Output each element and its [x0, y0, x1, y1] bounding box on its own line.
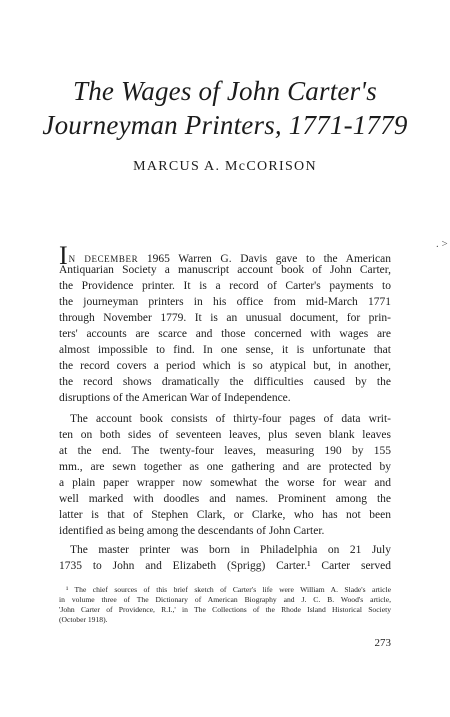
- body-line: Antiquarian Society a manuscript account book of John Carter,: [59, 264, 391, 276]
- drop-cap: I: [59, 241, 68, 270]
- article-title-line-1: The Wages of John Carter's: [73, 76, 377, 106]
- body-line: a plain paper wrapper now somewhat the worse for wear and: [59, 477, 391, 489]
- body-line: disruptions of the American War of Independence.: [59, 392, 291, 404]
- body-line: almost impossible to find. In one sense, it is unfortunate that: [59, 344, 391, 356]
- margin-mark: . >: [436, 238, 448, 250]
- author-byline: MARCUS A. McCORISON: [133, 159, 317, 174]
- body-line: latter is that of Stephen Clark, or Clarke, who has not been: [59, 509, 391, 521]
- body-line: at the end. The twenty-four leaves, measuring 190 by 155: [59, 445, 391, 457]
- body-line: the record shows dramatically the difficulties caused by the: [59, 376, 391, 388]
- footnote-line: 'John Carter of Providence, R.I.,' in The Collections of the Rhode Island Historical Society: [59, 605, 391, 614]
- body-line: well marked with doodles and names. Prominent among the: [59, 493, 391, 505]
- article-title-line-2: Journeyman Printers, 1771-1779: [42, 110, 408, 140]
- body-text: 1965 Warren G. Davis gave to the American: [138, 253, 391, 265]
- body-line: through November 1779. It is an unusual document, for prin-: [59, 312, 391, 324]
- footnote-line: in volume three of The Dictionary of American Biography and J. C. B. Wood's article,: [59, 595, 391, 604]
- body-line: ters' accounts are scarce and those concerned with wages are: [59, 328, 391, 340]
- body-line: 1735 to John and Elizabeth (Sprigg) Carter.¹ Carter served: [59, 560, 391, 572]
- body-line: identified as being among the descendants of John Carter.: [59, 525, 325, 537]
- small-caps-opening: N DECEMBER: [68, 254, 139, 264]
- page-number: 273: [374, 637, 391, 649]
- footnote-line: (October 1918).: [59, 615, 108, 624]
- body-line: the journeyman printers in his office from mid-March 1771: [59, 296, 391, 308]
- body-line: the record covers a period which is so atypical but, in another,: [59, 360, 391, 372]
- body-line: the Providence printer. It is a record of Carter's payments to: [59, 280, 391, 292]
- body-line: The master printer was born in Philadelphia on 21 July: [70, 544, 391, 556]
- body-line: The account book consists of thirty-four pages of data writ-: [70, 413, 391, 425]
- footnote-line: ¹ The chief sources of this brief sketch of Carter's life were William A. Slade's article: [66, 585, 391, 594]
- body-line: mm., are sewn together as one gathering and are protected by: [59, 461, 391, 473]
- body-line: ten on both sides of seventeen leaves, plus seven blank leaves: [59, 429, 391, 441]
